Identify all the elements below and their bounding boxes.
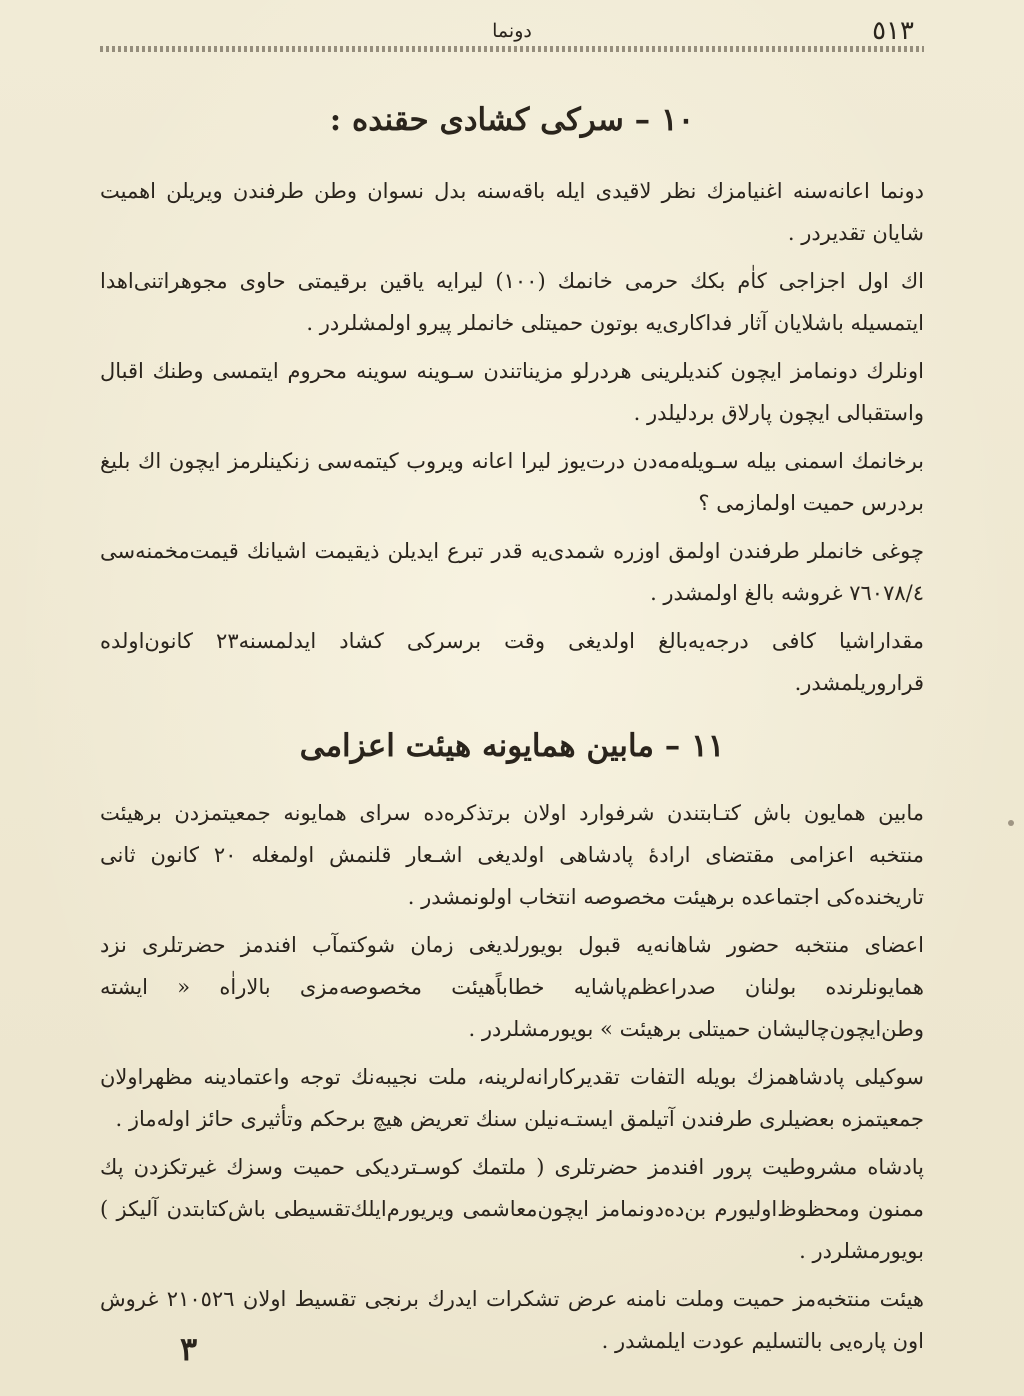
running-head: دونما [492, 20, 532, 42]
paragraph: دونما اعانه‌سنه اغنیامزك نظر لاقیدی ایله باقه‌سنه بدل نسوان وطن طرفندن ویریلن اهمیت شایان تقدیردر . [100, 179, 924, 245]
paragraph: هیئت منتخبه‌مز حمیت وملت نامنه عرض تشکرات ایدرك برنجی تقسیط اولان ٢١٠٥٢٦ غروش اون پاره‌یی بالتسلیم عودت ایلمشدر . [100, 1287, 924, 1353]
paragraph: مابین همایون باش کتـابتندن شرفوارد اولان برتذکره‌ده سرای همایونه جمعیتمزدن برهیئت منتخبه اعزامی مقتضای ارادهٔ پادشاهی اولدیغی اشـعار قلنمش اولمغله ٢٠ کانون ثانی تاریخنده‌کی اجتماعده برهیئت مخصوصه انتخاب اولونمشدر . [100, 801, 924, 909]
paragraph: پادشاه مشروطیت پرور افندمز حضرتلری ( ملتمك کوسـتردیکی حمیت وسزك غیرتکزدن پك ممنون ومحظوظ‌اولیورم بن‌ده‌دونمامز ایچون‌معاشمی ویریورم‌ایلك‌تقسیطی باش‌کتابتدن آلیکز ) بویورمشلردر . [100, 1155, 924, 1263]
paragraph: برخانمك اسمنی بیله سـویله‌مه‌دن درت‌یوز لیرا اعانه ویروب کیتمه‌سی زنکینلرمز ایچون اك بلیغ بردرس حمیت اولمازمی ؟ [100, 449, 924, 515]
paragraph: اونلرك دونمامز ایچون کندیلرینی هردرلو مزیناتندن سـوینه سوینه محروم ایتمسی وطنك اقبال واستقبالی ایچون پارلاق بردلیلدر . [100, 359, 924, 425]
paragraph: اعضای منتخبه حضور شاهانه‌یه قبول بویورلدیغی زمان شوکتمآب افندمز حضرتلری نزد همایونلرنده بولنان صدراعظم‌پاشایه خطاباً‌هیئت مخصوصه‌مزی بالاراٰه « ایشته وطن‌ایچون‌چالیشان حمیتلی برهیئت » بویورمشلردر . [100, 933, 924, 1041]
signature-mark: ٣ [180, 1330, 198, 1368]
header-divider [100, 46, 924, 52]
paragraph: مقداراشیا کافی درجه‌یه‌بالغ اولدیغی وقت برسرکی کشاد ایدلمسنه٢٣ کانون‌اولده قراروریلمشدر. [100, 629, 924, 695]
paragraph: چوغی خانملر طرفندن اولمق اوزره شمدی‌یه قدر تبرع ایدیلن ذیقیمت اشیانك قیمت‌مخمنه‌سی ٧٦٠٧٨/٤ غروشه بالغ اولمشدر . [100, 539, 924, 605]
paragraph: اك اول اجزاجی کاٰم بکك حرمی خانمك (١٠٠) لیرایه یاقین برقیمتی حاوی مجوهراتنی‌اهدا ایتمسیله باشلایان آثار فداکاری‌یه بوتون حمیتلی خانملر پیرو اولمشلردر . [100, 269, 924, 335]
paper-stain [1008, 820, 1014, 826]
section-title-10: ١٠ – سرکی کشادی حقنده : [329, 102, 695, 138]
paragraph: سوکیلی پادشاهمزك بویله التفات تقدیرکارانه‌لرینه، ملت نجیبه‌نك توجه واعتمادینه مظهراولان جمعیتمزه بعضیلری طرفندن آتیلمق ایستـه‌نیلن سنك تعریض هیچ برحکم وتأثیری حائز اوله‌ماز . [100, 1065, 924, 1131]
page-number: ٥١٣ [872, 16, 914, 46]
section-title-11: ١١ – مابین همایونه هیئت اعزامی [299, 728, 725, 764]
page-body [100, 82, 924, 1353]
